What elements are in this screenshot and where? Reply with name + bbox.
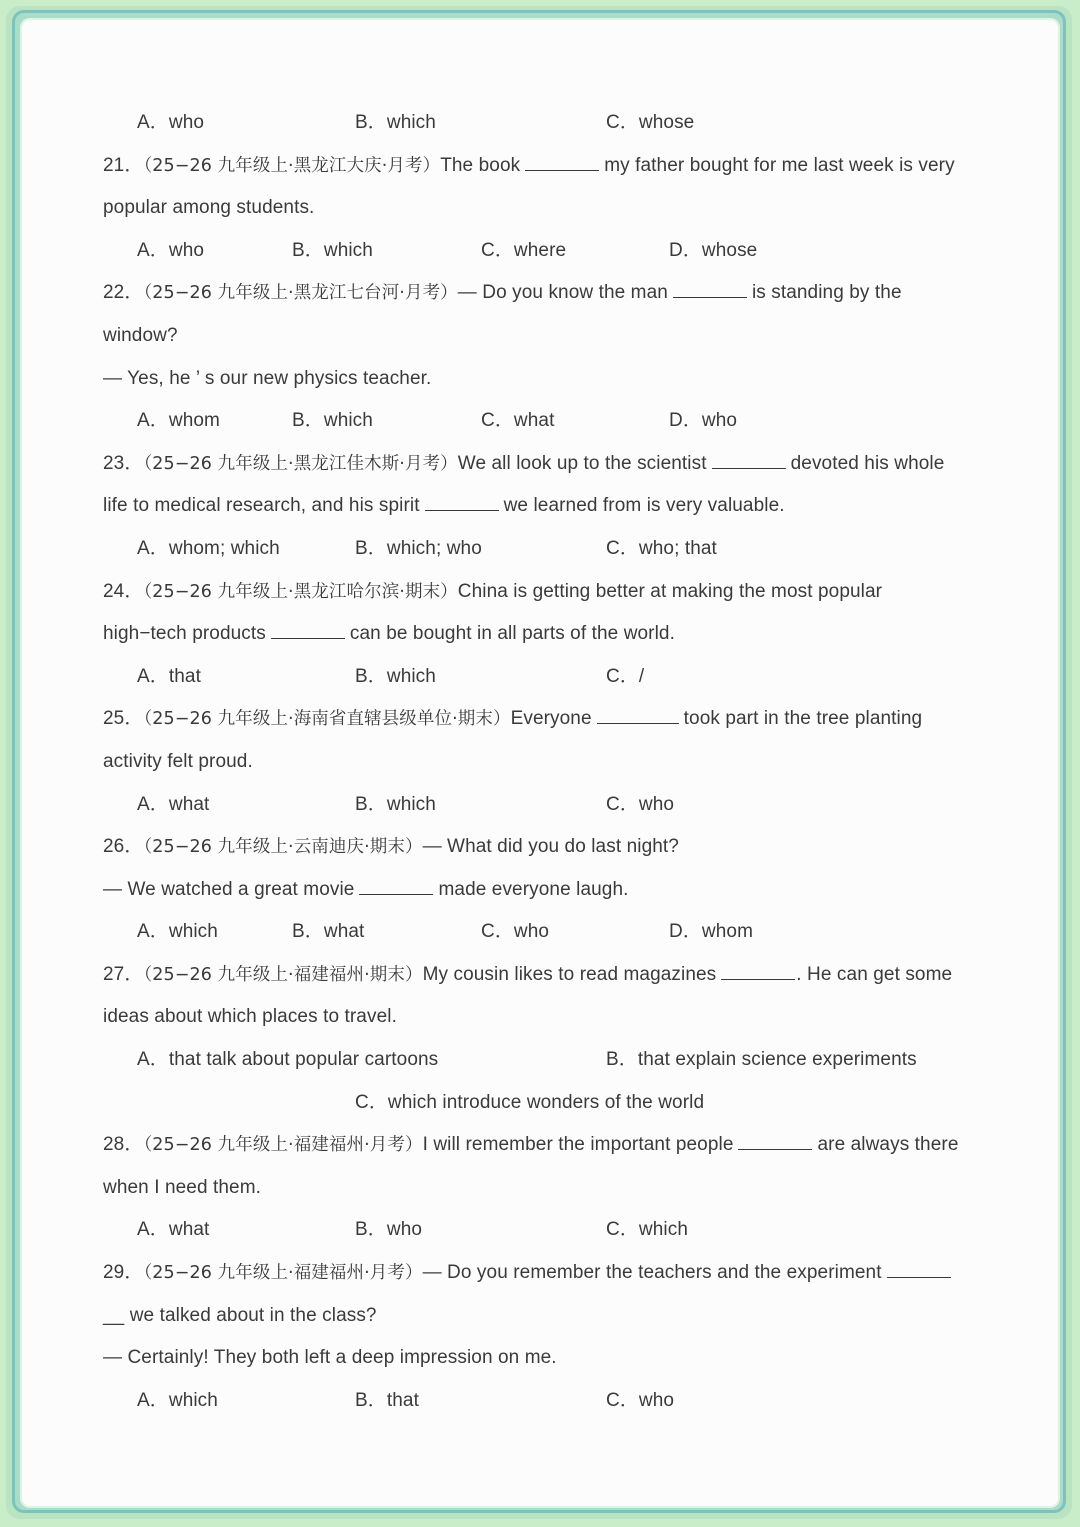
q26-options [103, 911, 983, 954]
question-text: I will remember the important people [422, 1134, 734, 1156]
question-24 [103, 571, 983, 614]
question-number: 25． [103, 708, 144, 730]
question-22-continued: window? [103, 324, 178, 346]
question-21 [103, 145, 983, 188]
question-number: 29． [103, 1262, 144, 1284]
q27-options-row2 [103, 1082, 983, 1125]
option-b[interactable]: B．which [355, 112, 436, 133]
answer-blank [525, 152, 599, 171]
question-source: （25−26 九年级上·福建福州·期末） [143, 964, 423, 985]
q24-options [103, 656, 983, 699]
question-text: made everyone laugh. [438, 878, 629, 900]
option-a[interactable]: A．whom; which [137, 537, 280, 559]
option-a[interactable]: A．that [137, 665, 201, 687]
q22-options [103, 400, 983, 443]
option-b[interactable]: B．that [355, 1389, 419, 1411]
question-source: （25−26 九年级上·黑龙江七台河·月考） [143, 283, 458, 304]
question-text: My cousin likes to read magazines [422, 963, 717, 985]
q20-options [103, 102, 983, 145]
option-c[interactable]: C．what [481, 410, 555, 432]
question-text: high−tech products [103, 623, 266, 645]
question-text: We all look up to the scientist [457, 452, 707, 474]
question-source: （25−26 九年级上·黑龙江哈尔滨·期末） [143, 581, 458, 602]
question-source: （25−26 九年级上·福建福州·月考） [143, 1135, 423, 1156]
question-text: devoted his whole [790, 452, 945, 474]
option-d[interactable]: D．whom [669, 921, 754, 943]
answer-blank [721, 961, 795, 980]
option-a[interactable]: A．that talk about popular cartoons [137, 1049, 439, 1071]
option-a[interactable]: A．which [137, 921, 218, 943]
answer-blank [738, 1131, 812, 1150]
question-28-continued: when I need them. [103, 1176, 262, 1198]
option-c[interactable]: C．who [606, 793, 675, 815]
question-number: 24． [103, 580, 144, 602]
option-b[interactable]: B．who [355, 1219, 423, 1241]
question-26-reply [103, 869, 983, 912]
q27-options-row1 [103, 1039, 983, 1082]
option-d[interactable]: D．whose [669, 239, 758, 261]
worksheet-content [103, 102, 983, 1422]
option-a[interactable]: A．what [137, 793, 210, 815]
option-c[interactable]: C．who [481, 921, 550, 943]
option-b[interactable]: B．which [292, 410, 373, 432]
question-source: （25−26 九年级上·福建福州·月考） [143, 1263, 423, 1284]
question-text: . He can get some [796, 963, 953, 985]
question-number: 21． [103, 154, 144, 176]
question-26 [103, 826, 983, 869]
question-22 [103, 272, 983, 315]
option-b[interactable]: B．which; who [355, 537, 482, 559]
question-29-continued: __ we talked about in the class? [103, 1304, 377, 1326]
question-23-continued [103, 485, 983, 528]
option-b[interactable]: B．what [292, 921, 365, 943]
question-24-continued [103, 613, 983, 656]
question-text: is standing by the [751, 282, 902, 304]
q29-options [103, 1380, 983, 1423]
answer-blank [712, 450, 786, 469]
question-text: — Do you know the man [457, 282, 668, 304]
option-c[interactable]: C．which introduce wonders of the world [355, 1091, 705, 1113]
option-a[interactable]: A．whom [137, 410, 220, 432]
question-25-continued: activity felt proud. [103, 750, 253, 772]
answer-blank [271, 620, 345, 639]
question-text: — We watched a great movie [103, 878, 355, 900]
q23-options [103, 528, 983, 571]
answer-blank [887, 1259, 951, 1278]
question-text: China is getting better at making the most popular [457, 580, 883, 602]
question-text: took part in the tree planting [683, 708, 923, 730]
question-29 [103, 1252, 983, 1295]
question-source: （25−26 九年级上·海南省直辖县级单位·期末） [143, 709, 511, 730]
question-text: life to medical research, and his spirit [103, 495, 420, 517]
option-b[interactable]: B．which [292, 239, 373, 261]
answer-blank [359, 876, 433, 895]
question-number: 26． [103, 836, 144, 858]
q21-options [103, 230, 983, 273]
question-number: 23． [103, 452, 144, 474]
question-25 [103, 698, 983, 741]
option-a[interactable]: A．which [137, 1389, 218, 1411]
option-d[interactable]: D．who [669, 410, 738, 432]
question-text: — What did you do last night? [422, 836, 679, 858]
question-27-continued: ideas about which places to travel. [103, 1006, 397, 1028]
question-22-reply: — Yes, he ’ s our new physics teacher. [103, 367, 432, 389]
q28-options [103, 1209, 983, 1252]
option-c[interactable]: C．/ [606, 665, 645, 687]
question-source: （25−26 九年级上·云南迪庆·期末） [143, 837, 423, 858]
option-c[interactable]: C．which [606, 1219, 688, 1241]
question-text: are always there [817, 1134, 959, 1156]
option-b[interactable]: B．that explain science experiments [606, 1049, 917, 1071]
question-number: 22． [103, 282, 144, 304]
option-c[interactable]: C．who [606, 1389, 675, 1411]
option-b[interactable]: B．which [355, 665, 436, 687]
question-21-continued: popular among students. [103, 197, 315, 219]
question-28 [103, 1124, 983, 1167]
question-27 [103, 954, 983, 997]
question-number: 27． [103, 963, 144, 985]
question-source: （25−26 九年级上·黑龙江大庆·月考） [143, 155, 441, 176]
option-a[interactable]: A．what [137, 1219, 210, 1241]
question-source: （25−26 九年级上·黑龙江佳木斯·月考） [143, 453, 458, 474]
option-c[interactable]: C．whose [606, 112, 695, 133]
answer-blank [425, 492, 499, 511]
question-23 [103, 443, 983, 486]
option-c[interactable]: C．where [481, 239, 567, 261]
question-text: we learned from is very valuable. [503, 495, 785, 517]
option-b[interactable]: B．which [355, 793, 436, 815]
question-text: my father bought for me last week is very [604, 154, 955, 176]
question-text: Everyone [510, 708, 592, 730]
answer-blank [597, 705, 679, 724]
answer-blank [673, 279, 747, 298]
question-number: 28． [103, 1134, 144, 1156]
option-a[interactable]: A．who [137, 112, 205, 133]
question-29-reply: — Certainly! They both left a deep impression on me. [103, 1347, 557, 1369]
question-text: The book [440, 154, 521, 176]
question-text: can be bought in all parts of the world. [349, 623, 675, 645]
option-a[interactable]: A．who [137, 239, 205, 261]
question-text: — Do you remember the teachers and the experiment [422, 1262, 882, 1284]
q25-options [103, 784, 983, 827]
option-c[interactable]: C．who; that [606, 537, 717, 559]
